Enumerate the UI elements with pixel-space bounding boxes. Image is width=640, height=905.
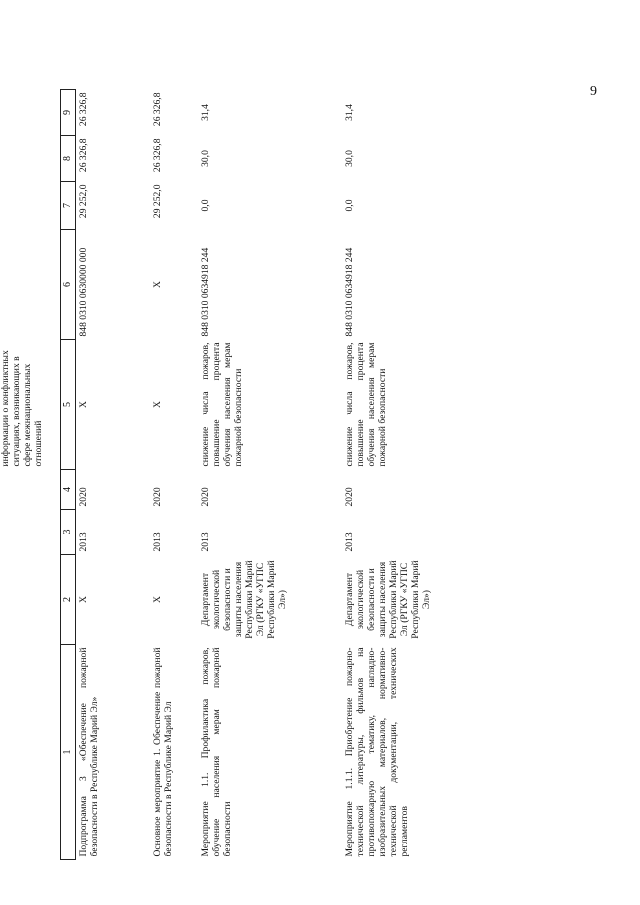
cell-name: Основное мероприятие 1. Обеспечение пожарной безопасности в Республике Марий Эл: [152, 647, 175, 857]
cell-start-year: 2013: [200, 532, 211, 552]
program-table: [0, 89, 496, 860]
cell-executor: Департамент экологической безопасности и защиты населения Республики Марий Эл (РГКУ «УГПС Республики Марий Эл»): [200, 560, 289, 639]
cell-2013: 29 252,0: [78, 184, 89, 219]
cell-2015: 26 326,8: [78, 92, 89, 127]
col-header-9: 9: [61, 90, 76, 136]
col-header-1: 1: [61, 645, 76, 860]
table-row: [342, 90, 496, 860]
cell-2013: 0,0: [344, 199, 355, 212]
header-row: [61, 90, 76, 860]
cell-executor: Х: [78, 596, 89, 603]
cell-2013: 29 252,0: [152, 184, 163, 219]
cell-name: Мероприятие 1.1. Профилактика пожаров, обучение населения мерам пожарной безопасности: [200, 647, 234, 857]
cell-budget-code: Х: [152, 281, 163, 288]
cell-end-year: 2020: [78, 487, 89, 507]
col-header-3: 3: [61, 510, 76, 555]
cell-name: Мероприятие 1.1.1. Приобретение пожарно-технической литературы, фильмов на противопожарную тематику, наглядно-изобразительных материалов, нормативно-технической документации, технических регламентов: [344, 647, 411, 857]
cell-2015: 26 326,8: [152, 92, 163, 127]
cell-result: Х: [152, 401, 163, 408]
col-header-7: 7: [61, 182, 76, 230]
cell-end-year: 2020: [152, 487, 163, 507]
cell-result: информации о конфликтных ситуациях, возникающих в сфере межнациональных отношений Х: [76, 340, 151, 470]
col-header-5: 5: [61, 340, 76, 470]
cell-2015: 31,4: [344, 104, 355, 121]
col-header-2: 2: [61, 555, 76, 645]
cell-start-year: 2013: [344, 532, 355, 552]
col-header-4: 4: [61, 470, 76, 510]
cell-end-year: 2020: [200, 487, 211, 507]
cell-2014: 26 326,8: [152, 138, 163, 173]
cell-executor: Департамент экологической безопасности и защиты населения Республики Марий Эл (РГКУ «УГПС Республики Марий Эл»): [344, 560, 433, 639]
table-row: [198, 90, 342, 860]
cell-2014: 26 326,8: [78, 138, 89, 173]
cell-start-year: 2013: [78, 532, 89, 552]
cell-2015: 31,4: [200, 104, 211, 121]
cell-2013: 0,0: [200, 199, 211, 212]
cell-executor: Х: [152, 596, 163, 603]
cell-name: Подпрограмма 3 «Обеспечение пожарной безопасности в Республике Марий Эл»: [78, 647, 101, 857]
page-number: 9: [590, 84, 597, 99]
cell-budget-code: 848 0310 0630000 000: [78, 247, 89, 337]
col-header-6: 6: [61, 230, 76, 340]
cell-budget-code: 848 0310 0634918 244: [200, 247, 211, 337]
table-row: [76, 90, 151, 860]
table-row: [150, 90, 198, 860]
cell-2014: 30,0: [200, 150, 211, 167]
cell-result: снижение числа пожаров, повышение процента обучения населения мерам пожарной безопасности: [344, 342, 389, 467]
cell-end-year: 2020: [344, 487, 355, 507]
col-header-8: 8: [61, 136, 76, 182]
rotated-table-sheet: [0, 90, 615, 860]
cell-start-year: 2013: [152, 532, 163, 552]
cell-budget-code: 848 0310 0634918 244: [344, 247, 355, 337]
cell-result: снижение числа пожаров, повышение процента обучения населения мерам пожарной безопасности: [200, 342, 245, 467]
cell-result-value: Х: [78, 401, 89, 408]
cell-2014: 30,0: [344, 150, 355, 167]
